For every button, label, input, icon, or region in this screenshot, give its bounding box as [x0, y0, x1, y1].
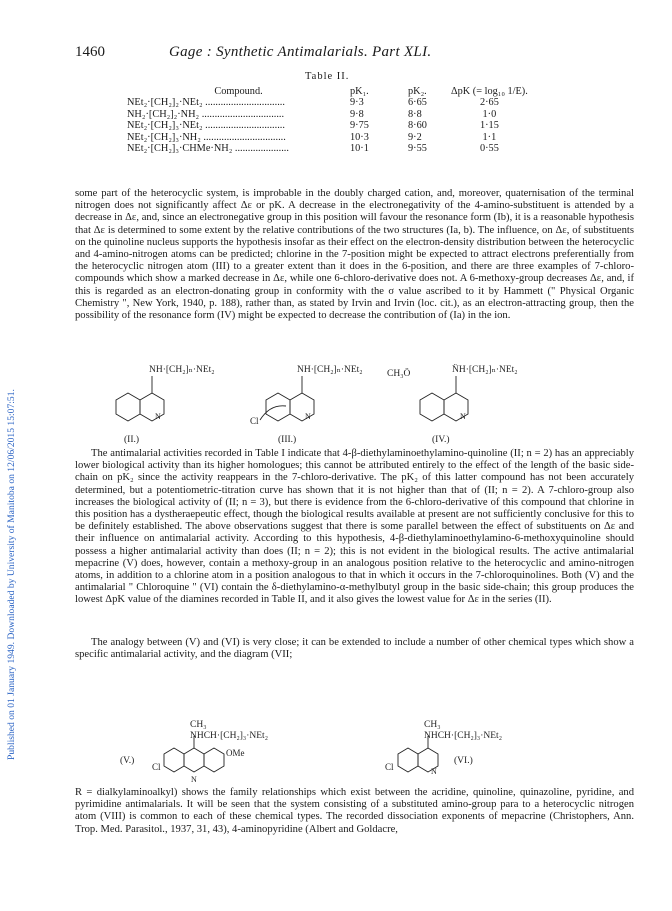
label-iii: (III.) [278, 435, 297, 445]
ring-n-vi: N [431, 767, 437, 776]
col-header-pk1: pK₁. [350, 86, 369, 97]
chlorine-v: Cl [152, 762, 161, 772]
benzo-ring [266, 393, 290, 421]
cell-compound: NEt₂·[CH₂]₃·NH₂ ................................ [127, 131, 286, 143]
cell-pk1: 9·3 [350, 97, 364, 109]
cell-pk2: 6·65 [408, 97, 427, 109]
cell-compound: NH₂·[CH₂]₂·NH₂ ................................ [127, 108, 285, 120]
cell-compound: NEt₂·[CH₂]₃·CHMe·NH₂ ..................... [127, 143, 289, 155]
table-row [127, 97, 528, 108]
cell-pk2: 8·60 [408, 120, 427, 132]
methoxy-v: OMe [226, 748, 245, 758]
cell-dpk: 0·55 [479, 143, 499, 155]
paragraph-1: some part of the heterocyclic system, is improbable in the doubly charged cation, and, moreover, quaternisation of the terminal nitrogen does not significantly affect Δε or pK. A decrease in the electronegativity of the 4-amino-substituent is attended by a decrease in Δε, and, since an electronegative group in this position will favour the resonance form (Ib), it is a reasonable hypothesis that Δε is determined to some extent by the relative contributions of the two structures (Ia, b). The influence, on Δε, of substituents on the quinoline nucleus supports the hypothesis insofar as their effect on the electron-density distribution between the heterocyclic and 4-amino-nitrogen atoms can be predicted; chlorine in the 7-position might be expected to attract electrons preferentially from the heterocyclic nitrogen atom (III) to a greater extent than it does in the 6-position, and there are three examples of 7-chloro-compounds which show a marked decrease in Δε, while one 6-chloro-derivative does not. A 6-methoxy-group decreases Δε, and, if this is regarded as an electron-donating group in conformity with the σ value ascribed to it by Hammett (" Physical Organic Chemistry ", New York, 1940, p. 188), rather than, as stated by Irvin and Irvin (loc. cit.), as an electron-attracting group, then the possibility of the resonance form (IV) might be expected to decrease the contribution of (Ia) in the ion. [75, 188, 634, 322]
structures-ii-iii-iv [100, 360, 580, 446]
cell-dpk: 1·15 [479, 120, 499, 132]
label-v: (V.) [120, 756, 135, 766]
ring-n-ii: N [155, 412, 161, 421]
sidechain-iv: N̈H·[CH₂]ₙ·NEt₂ [452, 365, 518, 375]
benzo-ring [116, 393, 140, 421]
download-watermark [6, 140, 20, 760]
methyl-vi: CH₃ [424, 720, 441, 730]
col-header-pk2: pK₂. [408, 86, 427, 97]
cell-pk1: 9·75 [350, 120, 369, 132]
structure-v [120, 720, 268, 784]
page-header [75, 44, 635, 64]
cell-pk1: 10·1 [350, 143, 369, 155]
paragraph-2: The antimalarial activities recorded in Table I indicate that 4-β-diethylaminoethylamino-quinoline (II; n = 2) has an appreciably lower biological activity than its higher homologues; this cannot be attributed entirely to the effect of the length of the basic side-chain on pK₂ since the activity reappears in the 7-chloro-derivative. The pK₂ of this latter compound has not been accurately determined, but a potentiometric-titration curve has shown that it is not higher than that of (II; n = 2). A 7-chloro-group also increases the biological activity of (II; n = 3), but there is evidence from the 6-chloro-derivative of this compound that chlorine in this position has a dystheraepeutic effect, though the biological results available at present are not sufficiently conclusive for this to be definitely established. The above observations suggest that there is some parallel between the effect of substituents on Δε and their influence on antimalarial activity. According to this hypothesis, 4-β-diethylaminoethylamino-6-methoxyquinoline should possess a higher antimalarial activity than does (II; n = 2); this is not evident in the biological results. The active antimalarial mepacrine (V) does, however, contain a methoxy-group in an analogous position relative to the heterocyclic and amino-nitrogen atoms, in addition to a chlorine atom in a position analogous to that in which it occurs in the 7-chloroquinolines. Both (V) and the antimalarial " Chloroquine " (VI) contain the δ-diethylamino-α-methylbutyl group in the basic side-chain; this group produces the lowest ΔpK value of the diamines recorded in Table II, and it also gives the lowest value for Δε in the series (II). [75, 448, 634, 606]
structure-iv [387, 363, 518, 445]
ring-n-iii: N [305, 412, 311, 421]
cell-pk2: 9·2 [408, 131, 422, 143]
cell-dpk: 2·65 [479, 97, 499, 109]
label-vi: (VI.) [454, 756, 473, 766]
cell-pk2: 9·55 [408, 143, 427, 155]
table-caption: Table II. [305, 71, 350, 82]
sidechain-iii: NH·[CH₂]ₙ·NEt₂ [297, 365, 363, 375]
acridine-ring-left [164, 748, 184, 772]
sidechain-ii: NH·[CH₂]ₙ·NEt₂ [149, 365, 215, 375]
page-number: 1460 [75, 44, 105, 60]
table-row [127, 120, 528, 131]
acridine-ring-right [204, 748, 224, 772]
chlorine-vi: Cl [385, 762, 394, 772]
cell-dpk: 1·1 [482, 131, 497, 143]
cell-dpk: 1·0 [482, 108, 497, 120]
methoxy-iv: CH₃Ö [387, 369, 411, 379]
structure-vi [385, 720, 502, 776]
cell-compound: NEt₂·[CH₂]₃·NEt₂ ............................... [127, 120, 285, 132]
table-header-row [127, 86, 528, 97]
benzo-ring [420, 393, 444, 421]
cell-pk1: 9·8 [350, 108, 364, 120]
ring-n-iv: N [460, 412, 466, 421]
structure-iii [250, 365, 363, 445]
download-watermark-text: Published on 01 January 1949. Downloaded by University of Manitoba on 12/06/2015 15:07:51. [6, 389, 17, 760]
col-header-compound: Compound. [214, 86, 263, 97]
cell-compound: NEt₂·[CH₂]₂·NEt₂ ............................... [127, 97, 285, 109]
structure-ii [116, 365, 215, 445]
label-iv: (IV.) [432, 435, 450, 445]
ring-n-v: N [191, 775, 197, 784]
col-header-dpk: ΔpK (= log₁₀ 1/E). [451, 86, 528, 97]
cell-pk2: 8·8 [408, 108, 422, 120]
paragraph-4: R = dialkylaminoalkyl) shows the family relationships which exist between the acridine, quinoline, quinazoline, pyridine, and pyrimidine antimalarials. It will be seen that the system consisting of a substituted amino-group para to a heterocyclic nitrogen atom (VIII) is common to each of these chemical types. The recorded dissociation exponents of mepacrine (Christophers, Ann. Trop. Med. Parasitol., 1937, 31, 43), 4-aminopyridine (Albert and Goldacre, [75, 787, 634, 835]
table-row [127, 143, 528, 154]
benzo-ring [398, 748, 418, 772]
table-row [127, 109, 528, 120]
sidechain-vi: NHCH·[CH₂]₃·NEt₂ [424, 731, 503, 741]
table-row [127, 132, 528, 143]
paragraph-3: The analogy between (V) and (VI) is very close; it can be extended to include a number of other chemical types which show a specific antimalarial activity, and the diagram (VII; [75, 637, 634, 661]
label-ii: (II.) [124, 435, 140, 445]
running-head: Gage : Synthetic Antimalarials. Part XLI. [169, 44, 432, 60]
structures-v-vi [120, 718, 540, 786]
chlorine-iii: Cl [250, 416, 259, 426]
sidechain-v: NHCH·[CH₂]₃·NEt₂ [190, 731, 269, 741]
acridine-ring-middle [184, 748, 204, 772]
cell-pk1: 10·3 [350, 131, 369, 143]
methyl-v: CH₃ [190, 720, 207, 730]
dissociation-table [127, 86, 528, 154]
